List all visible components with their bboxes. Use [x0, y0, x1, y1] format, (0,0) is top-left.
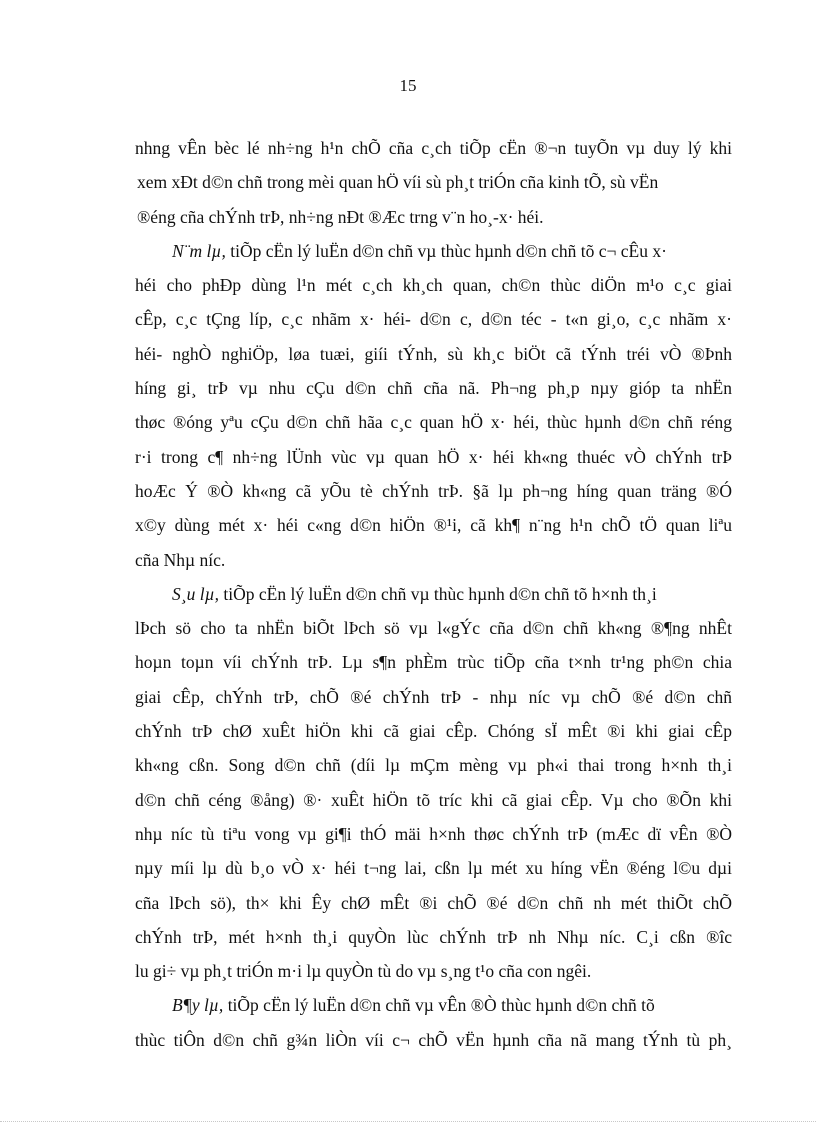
text-line: lÞch sö cho ta nhËn biÕt lÞch sö vµ l«gÝc cña d©n chñ kh«ng ®¶ng nhÊt	[135, 618, 732, 639]
text-segment: tiÕp cËn lý luËn d©n chñ vµ thùc hµnh d©n chñ tõ h×nh th¸i	[219, 583, 657, 604]
body-text	[135, 131, 732, 1057]
paragraph-lead: N¨m lµ,	[172, 240, 226, 261]
text-line: x©y dùng mét x· héi c«ng d©n hiÖn ®¹i, cã kh¶ n¨ng h¹n chÕ tÖ quan liªu	[135, 515, 732, 536]
paragraph-first-line	[135, 234, 732, 268]
text-line: chÝnh trÞ chØ xuÊt hiÖn khi cã giai cÊp. Chóng sÏ mÊt ®i khi giai cÊp	[135, 721, 732, 742]
text-line: thùc tiÔn d©n chñ g¾n liÒn víi c¬ chÕ vËn hµnh cña nã mang tÝnh tù ph¸	[135, 1029, 732, 1050]
text-line: cña lÞch sö), th× khi Êy chØ mÊt ®i chÕ ®é d©n chñ nh mét thiÕt chÕ	[135, 892, 732, 913]
text-line: lu gi÷ vµ ph¸t triÓn m·i lµ quyÒn tù do vµ s¸ng t¹o cña con ngêi.	[135, 961, 592, 982]
text-line: nµy míi lµ dù b¸o vÒ x· héi t¬ng lai, cßn lµ mét xu híng vËn ®éng l©u dµi	[135, 858, 732, 879]
text-line: héi- nghÒ nghiÖp, løa tuæi, giíi tÝnh, sù kh¸c biÖt cã tÝnh tréi vÒ ®Þnh	[135, 343, 732, 364]
paragraph-lead: S¸u lµ,	[172, 583, 220, 604]
text-line: thøc ®óng yªu cÇu d©n chñ hãa c¸c quan hÖ x· héi, thùc hµnh d©n chñ réng	[135, 412, 732, 433]
text-line: ®éng cña chÝnh trÞ, nh÷ng nÐt ®Æc trng v¨n ho¸-x· héi.	[137, 206, 544, 227]
text-line: giai cÊp, chÝnh trÞ, chÕ ®é chÝnh trÞ - nhµ níc vµ chÕ ®é d©n chñ	[135, 686, 732, 707]
text-line: xem xÐt d©n chñ trong mèi quan hÖ víi sù ph¸t triÓn cña kinh tÕ, sù vËn	[137, 172, 659, 193]
text-line: kh«ng cßn. Song d©n chñ (díi lµ mÇm mèng vµ ph«i thai trong h×nh th¸i	[135, 755, 732, 776]
paragraph-first-line	[135, 577, 732, 611]
text-line: héi cho phÐp dùng l¹n mét c¸ch kh¸ch quan, ch©n thùc diÖn m¹o c¸c giai	[135, 275, 732, 296]
text-line: d©n chñ céng ®ång) ®· xuÊt hiÖn tõ tríc khi cã giai cÊp. Vµ cho ®Õn khi	[135, 789, 732, 810]
paragraph-first-line	[135, 988, 732, 1022]
page-bottom-border	[0, 1121, 816, 1122]
text-line: nhµ níc tù tiªu vong vµ gi¶i thÓ mäi h×nh thøc chÝnh trÞ (mÆc dï vÊn ®Ò	[135, 823, 732, 844]
text-line: hoµn toµn víi chÝnh trÞ. Lµ s¶n phÈm trùc tiÕp cña t×nh tr¹ng ph©n chia	[135, 652, 732, 673]
text-line: r·i trong c¶ nh÷ng lÜnh vùc vµ quan hÖ x· héi kh«ng thuéc vÒ chÝnh trÞ	[135, 446, 732, 467]
text-segment: tiÕp cËn lý luËn d©n chñ vµ thùc hµnh d©n chñ tõ c¬ cÊu x·	[225, 240, 667, 261]
text-line: híng gi¸ trÞ vµ nhu cÇu d©n chñ cña nã. Ph¬ng ph¸p nµy gióp ta nhËn	[135, 378, 732, 399]
text-line: nhng vÊn bèc lé nh÷ng h¹n chÕ cña c¸ch tiÕp cËn ®¬n tuyÕn vµ duy lý khi	[135, 138, 732, 158]
paragraph-lead: B¶y lµ,	[172, 995, 224, 1016]
text-line: cña Nhµ níc.	[135, 549, 226, 570]
text-segment: tiÕp cËn lý luËn d©n chñ vµ vÊn ®Ò thùc hµnh d©n chñ tõ	[223, 995, 655, 1016]
text-line: cÊp, c¸c tÇng líp, c¸c nhãm x· héi- d©n c, d©n téc - t«n gi¸o, c¸c nhãm x·	[135, 309, 732, 330]
text-line: hoÆc Ý ®Ò kh«ng cã yÕu tè chÝnh trÞ. §ã lµ ph¬ng híng quan träng ®Ó	[135, 480, 732, 501]
page-number: 15	[399, 76, 417, 95]
text-line: chÝnh trÞ, mét h×nh th¸i quyÒn lùc chÝnh trÞ nh Nhµ níc. C¸i cßn ®îc	[135, 926, 732, 947]
